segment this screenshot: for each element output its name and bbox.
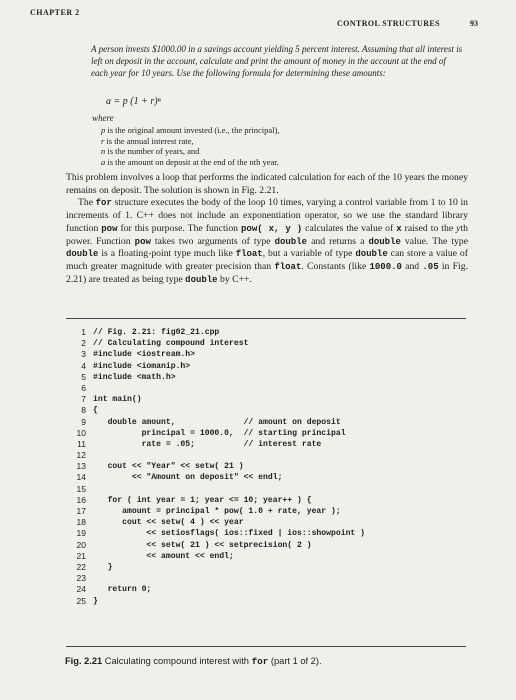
code-line (66, 551, 466, 562)
code-text (93, 573, 466, 584)
code-line (66, 596, 466, 607)
code-line (66, 361, 466, 372)
line-number: 1 (81, 327, 86, 337)
code-text: amount = principal * pow( 1.0 + rate, year ); (93, 507, 341, 516)
code-text: cout << "Year" << setw( 21 ) (93, 462, 244, 472)
code-line (66, 450, 466, 461)
line-number: 3 (81, 349, 86, 360)
compound-interest-formula: a = p (1 + r)ⁿ (106, 96, 161, 107)
figure-label: Fig. 2.21 (65, 656, 103, 666)
code-top-rule (66, 318, 466, 319)
code-text: double amount, // amount on deposit (93, 417, 341, 427)
page-number: 93 (470, 19, 478, 28)
section-header: CONTROL STRUCTURES (337, 19, 441, 28)
code-line (66, 528, 466, 539)
code-text: << "Amount on deposit" << endl; (93, 473, 283, 483)
line-number: 7 (81, 394, 86, 405)
code-text: // Fig. 2.21: fig02_21.cpp (93, 328, 220, 337)
code-line (66, 383, 466, 394)
code-text: principal = 1000.0, // starting principal (93, 428, 346, 438)
code-line (66, 439, 466, 450)
line-number: 25 (76, 595, 86, 606)
code-line (66, 372, 466, 383)
line-number: 23 (76, 573, 86, 584)
body-text (66, 172, 468, 286)
code-line (66, 327, 466, 338)
code-line (66, 495, 466, 506)
code-line (66, 540, 466, 551)
code-text: #include <iomanip.h> (93, 361, 191, 371)
formula-variables (101, 125, 279, 167)
line-number: 5 (81, 371, 86, 382)
line-number: 22 (76, 561, 86, 572)
code-line (66, 573, 466, 584)
code-bottom-rule (66, 646, 466, 647)
code-listing (66, 327, 466, 607)
code-text: return 0; (93, 585, 152, 595)
where-label: where (92, 113, 114, 123)
code-text: #include <iostream.h> (93, 350, 195, 360)
code-line (66, 394, 466, 405)
chapter-header: CHAPTER 2 (30, 8, 80, 17)
code-line (66, 472, 466, 483)
exercise-statement: A person invests $1000.00 in a savings account yielding 5 percent interest. Assuming that all interest is left on deposit in the account, calculate and print the amount of money in the account at the end of each year for 10 years. Use the following formula for determining these amounts: (91, 44, 463, 78)
line-number: 4 (81, 360, 86, 371)
line-number: 8 (81, 405, 86, 416)
code-line (66, 428, 466, 439)
line-number: 16 (76, 494, 86, 505)
line-number: 13 (76, 461, 86, 472)
code-text: << amount << endl; (93, 551, 234, 561)
line-number: 9 (81, 416, 86, 427)
code-line (66, 562, 466, 573)
line-number: 15 (76, 483, 86, 494)
variable-definition: n is the number of years, and (101, 146, 200, 156)
line-number: 17 (76, 506, 86, 516)
line-number: 24 (76, 584, 86, 595)
paragraph: The for structure executes the body of the loop 10 times, varying a control variable from 1 to 10 in increments of 1. C++ does not include an exponentiation operator, so we use the standard library function pow for this purpose. The function pow( x, y ) calculates the value of x raised to the yth power. Function pow takes two arguments of type double and returns a double value. The type double is a floating-point type much like float, but a variable of type double can store a value of much greater magnitude with greater precision than float. Constants (like 1000.0 and .05 in Fig. 2.21) are treated as being type double by C++. (66, 197, 469, 285)
figure-caption: Fig. 2.21 Calculating compound interest with for (part 1 of 2). (65, 656, 322, 667)
code-line (66, 405, 466, 416)
code-text: // Calculating compound interest (93, 339, 249, 349)
code-text: for ( int year = 1; year <= 10; year++ ) { (93, 495, 312, 505)
code-line (66, 584, 466, 595)
code-text: { (93, 406, 98, 416)
code-line (66, 461, 466, 472)
code-text: #include <math.h> (93, 372, 176, 382)
variable-definition: p is the original amount invested (i.e., the principal), (101, 125, 280, 135)
line-number: 20 (76, 539, 86, 550)
line-number: 11 (77, 438, 86, 449)
line-number: 18 (76, 517, 86, 528)
code-text: } (93, 562, 113, 572)
line-number: 10 (76, 427, 86, 438)
code-line (66, 484, 466, 495)
code-text: int main() (93, 395, 142, 405)
code-line (66, 338, 466, 349)
code-text: cout << setw( 4 ) << year (93, 518, 244, 528)
code-text: } (93, 596, 98, 606)
code-text: << setiosflags( ios::fixed | ios::showpoint ) (93, 529, 365, 539)
line-number: 6 (81, 382, 86, 393)
code-line (66, 517, 466, 528)
variable-definition: a is the amount on deposit at the end of the nth year. (101, 156, 279, 167)
line-number: 2 (81, 338, 86, 349)
variable-definition: r is the annual interest rate, (101, 135, 194, 146)
line-number: 14 (76, 472, 86, 483)
line-number: 19 (76, 528, 86, 539)
line-number: 21 (76, 550, 86, 561)
code-text: << setw( 21 ) << setprecision( 2 ) (93, 540, 312, 550)
code-text: rate = .05; // interest rate (93, 439, 322, 449)
code-line (66, 506, 466, 517)
paragraph: This problem involves a loop that performs the indicated calculation for each of the 10 years the money remains on deposit. The solution is shown in Fig. 2.21. (66, 172, 468, 196)
line-number: 12 (76, 450, 86, 461)
code-text (93, 484, 466, 495)
code-line (66, 349, 466, 360)
code-text (93, 383, 466, 394)
code-line (66, 417, 466, 428)
code-text (93, 450, 466, 461)
